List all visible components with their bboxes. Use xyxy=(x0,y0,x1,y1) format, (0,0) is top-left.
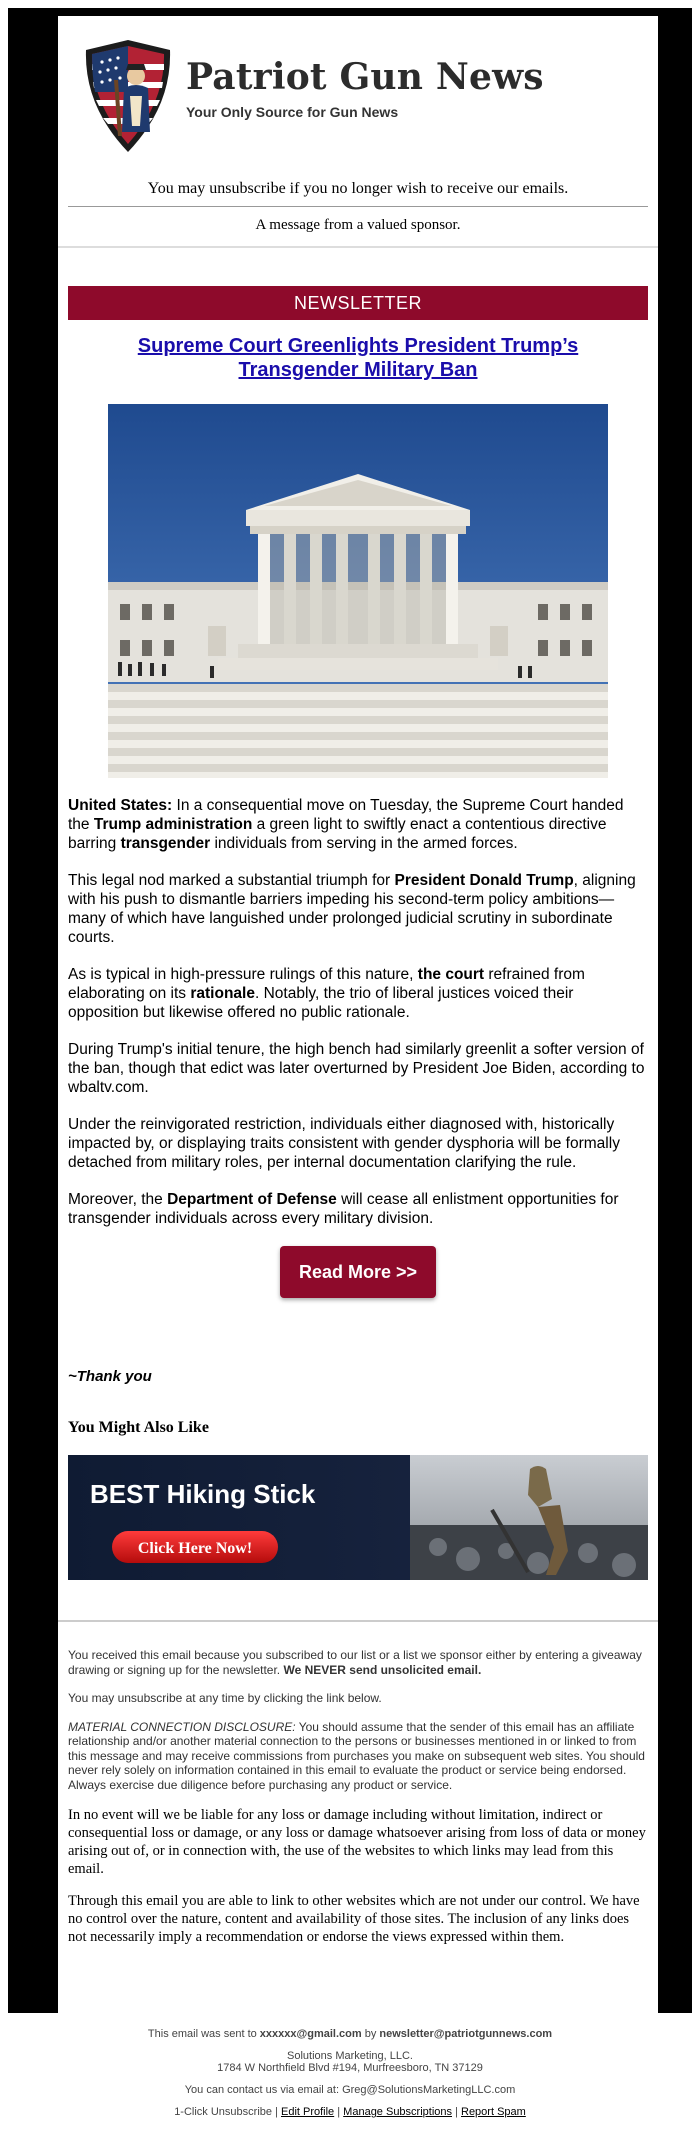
manage-subscriptions-link[interactable]: Manage Subscriptions xyxy=(343,2106,453,2118)
unsubscribe-note: You may unsubscribe if you no longer wish to receive our emails. xyxy=(68,164,648,207)
email-meta-footer xyxy=(0,2028,700,2118)
read-more-button[interactable]: Read More >> xyxy=(280,1246,436,1298)
bold-text: We NEVER send unsolicited email. xyxy=(283,1662,482,1677)
article-body xyxy=(68,796,648,1228)
text: This email was sent to xyxy=(147,2028,260,2040)
bold-text: the court xyxy=(417,966,485,983)
newsletter-banner: NEWSLETTER xyxy=(68,286,648,320)
supreme-court-image[interactable] xyxy=(108,404,608,778)
separator: | xyxy=(334,2106,344,2118)
bold-text: Department of Defense xyxy=(167,1191,337,1208)
sender-email: newsletter@patriotgunnews.com xyxy=(379,2028,553,2040)
ad-title: BEST Hiking Stick xyxy=(90,1479,316,1509)
article-paragraph xyxy=(68,965,648,1022)
article-paragraph xyxy=(68,796,648,853)
contact-line: You can contact us via email at: Greg@SolutionsMarketingLLC.com xyxy=(184,2084,516,2096)
footer-disclaimer xyxy=(68,1648,648,1946)
article-headline-link[interactable]: Supreme Court Greenlights President Trump’s Transgender Military Ban xyxy=(137,335,579,381)
sponsor-note: A message from a valued sponsor. xyxy=(58,207,658,248)
separator: | xyxy=(272,2106,281,2118)
text: , aligning with his push to dismantle barriers impeding his second-term policy ambitions—many of which have languished under prolonged judicial scrutiny in subordinate courts. xyxy=(68,872,636,946)
article-paragraph xyxy=(68,1190,648,1228)
bold-text: Trump administration xyxy=(93,816,253,833)
sent-to-line xyxy=(0,2028,700,2040)
footer-paragraph xyxy=(68,1648,648,1677)
brand-title: Patriot Gun News xyxy=(186,56,544,98)
also-like-heading: You Might Also Like xyxy=(68,1419,209,1436)
text: This legal nod marked a substantial triumph for xyxy=(68,872,395,889)
cta-wrapper xyxy=(58,1246,658,1298)
text: individuals from serving in the armed forces. xyxy=(210,835,518,852)
article-paragraph xyxy=(68,871,648,947)
company-name: Solutions Marketing, LLC. xyxy=(287,2050,413,2062)
edit-profile-link[interactable]: Edit Profile xyxy=(280,2106,335,2118)
article-paragraph: Under the reinvigorated restriction, individuals either diagnosed with, historically impacted by, or displaying traits consistent with gender dysphoria will be formally detached from military roles, per internal documentation clarifying the rule. xyxy=(68,1116,620,1171)
bold-text: rationale xyxy=(190,985,255,1002)
text: will cease all enlistment opportunities for transgender individuals across every military division. xyxy=(68,1191,619,1227)
patriot-shield-logo xyxy=(78,36,178,156)
one-click-unsubscribe[interactable]: 1-Click Unsubscribe xyxy=(174,2106,272,2118)
ad-button-label: Click Here Now! xyxy=(137,1540,253,1557)
text: You received this email because you subscribed to our list or a list we sponsor either by entering a giveaway drawing or signing up for the newsletter. xyxy=(68,1648,642,1677)
company-address: 1784 W Northfield Blvd #194, Murfreesboro, TN 37129 xyxy=(217,2062,483,2074)
separator: | xyxy=(452,2106,461,2118)
footer-paragraph: In no event will we be liable for any loss or damage including without limitation, indirect or consequential loss or damage, or any loss or damage whatsoever arising from loss of data or money arising out of, or in connection with, the use of the websites to which links may lead from this email. xyxy=(68,1807,646,1877)
divider xyxy=(58,1620,658,1622)
footer-paragraph xyxy=(68,1720,648,1793)
hiking-stick-ad-banner[interactable] xyxy=(68,1455,648,1580)
text: a green light to swiftly enact a contentious directive barring xyxy=(68,816,607,852)
text: . Notably, the trio of liberal justices voiced their opposition but likewise offered no public rationale. xyxy=(68,985,574,1021)
text: As is typical in high-pressure rulings of this nature, xyxy=(68,966,418,983)
italic-label: MATERIAL CONNECTION DISCLOSURE: xyxy=(68,1719,296,1734)
text: refrained from elaborating on its xyxy=(68,966,585,1002)
bold-text: United States: xyxy=(68,797,173,814)
text: by xyxy=(361,2028,380,2040)
thank-you-signoff: ~Thank you xyxy=(68,1368,152,1385)
report-spam-link[interactable]: Report Spam xyxy=(461,2106,526,2118)
text: In a consequential move on Tuesday, the Supreme Court handed the xyxy=(68,797,624,833)
bold-text: transgender xyxy=(120,835,211,852)
recipient-email: xxxxxx@gmail.com xyxy=(259,2028,362,2040)
email-frame xyxy=(8,8,692,2013)
brand-tagline: Your Only Source for Gun News xyxy=(186,104,399,120)
footer-paragraph: You may unsubscribe at any time by clicking the link below. xyxy=(68,1691,382,1705)
article-paragraph: During Trump's initial tenure, the high bench had similarly greenlit a softer version of the ban, though that edict was later overturned by President Joe Biden, according to wbaltv.com. xyxy=(68,1041,645,1096)
footer-links xyxy=(0,2106,700,2118)
bold-text: President Donald Trump xyxy=(394,872,574,889)
header xyxy=(58,16,658,164)
footer-paragraph: Through this email you are able to link to other websites which are not under our control. We have no control over the nature, content and availability of those sites. The inclusion of any links does not necessarily imply a recommendation or endorse the views expressed within them. xyxy=(68,1893,640,1945)
text: Moreover, the xyxy=(68,1191,168,1208)
email-body xyxy=(58,16,658,2021)
text: You should assume that the sender of this email has an affiliate relationship and/or another material connection to the persons or businesses mentioned in or linked to from this message and may receive commissions from purchases you make on subsequent web sites. You should never rely solely on information contained in this email to evaluate the product or service being endorsed. Always exercise due diligence before purchasing any product or service. xyxy=(68,1719,645,1792)
